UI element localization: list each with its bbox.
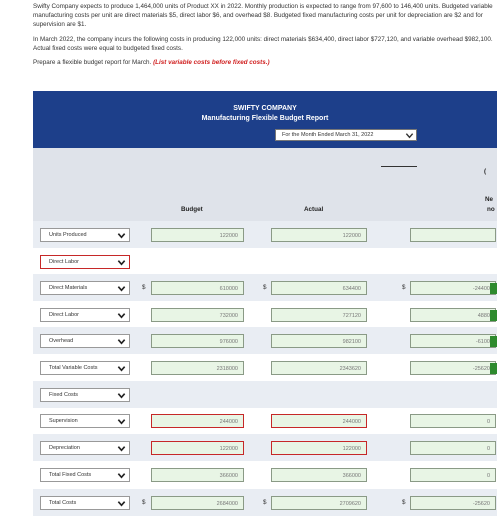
actual-dollar-sign: $	[263, 284, 267, 291]
budget-input[interactable]: 366000	[151, 468, 244, 482]
problem-statement	[33, 2, 495, 72]
actual-dollar-sign: $	[263, 499, 267, 506]
row-label-select[interactable]	[40, 388, 130, 402]
row-label-value: Direct Labor	[49, 259, 79, 265]
chevron-down-icon	[117, 337, 126, 346]
favorable-indicator-select[interactable]	[490, 336, 497, 347]
difference-input[interactable]: 0	[410, 468, 496, 482]
period-value: For the Month Ended March 31, 2022	[282, 132, 374, 138]
actual-input[interactable]: 634400	[271, 281, 367, 295]
instruction-note: (List variable costs before fixed costs.)	[153, 59, 270, 67]
report-banner	[33, 91, 497, 148]
difference-dollar-sign: $	[402, 284, 406, 291]
row-label-select[interactable]	[40, 414, 130, 428]
intro-paragraph-2: In March 2022, the company incurs the following costs in producing 122,000 units: direct materials $634,400, direct labor $727,120, and variable overhead $982,100. Actual fixed costs were equal to budgeted fixed costs.	[33, 35, 493, 52]
actual-column-header: Actual	[304, 206, 324, 213]
row-label-value: Depreciation	[49, 445, 80, 451]
budget-input[interactable]: 732000	[151, 308, 244, 322]
row-label-select[interactable]	[40, 255, 130, 269]
chevron-down-icon	[117, 417, 126, 426]
chevron-down-icon	[117, 499, 126, 508]
budget-dollar-sign: $	[142, 499, 146, 506]
budget-input[interactable]: 2318000	[151, 361, 244, 375]
row-label-value: Units Produced	[49, 232, 87, 238]
row-label-select[interactable]	[40, 441, 130, 455]
chevron-down-icon	[117, 284, 126, 293]
favorable-indicator-select[interactable]	[490, 363, 497, 374]
chevron-down-icon	[117, 311, 126, 320]
row-label-select[interactable]	[40, 281, 130, 295]
actual-input[interactable]: 727120	[271, 308, 367, 322]
column-header-area	[33, 148, 497, 222]
difference-input[interactable]: -24400	[410, 281, 496, 295]
difference-header-rule	[381, 166, 417, 167]
company-name: SWIFTY COMPANY	[233, 105, 297, 112]
budget-input[interactable]: 122000	[151, 228, 244, 242]
period-select[interactable]	[275, 129, 417, 141]
row-label-value: Total Fixed Costs	[49, 472, 92, 478]
intro-paragraph-1: Swifty Company expects to produce 1,464,000 units of Product XX in 2022. Monthly production is expected to range from 97,600 to 146,400 units. Budgeted variable manufacturing costs per unit are direct materials $5, direct labor $6, and overhead $8. Budgeted fixed manufacturing costs per unit for depreciation are $2 and for supervision are $1.	[33, 3, 493, 29]
difference-header-line2: no	[487, 206, 495, 213]
budget-dollar-sign: $	[142, 284, 146, 291]
row-label-value: Total Variable Costs	[49, 365, 98, 371]
chevron-down-icon	[405, 131, 414, 140]
chevron-down-icon	[117, 444, 126, 453]
actual-input[interactable]: 2343620	[271, 361, 367, 375]
difference-input[interactable]: -25620	[410, 496, 496, 510]
budget-input[interactable]: 2684000	[151, 496, 244, 510]
row-label-select[interactable]	[40, 228, 130, 242]
actual-input[interactable]: 122000	[271, 228, 367, 242]
task-text: Prepare a flexible budget report for March.	[33, 59, 152, 67]
difference-input[interactable]: 4880	[410, 308, 496, 322]
difference-input[interactable]: -25620	[410, 361, 496, 375]
difference-dollar-sign: $	[402, 499, 406, 506]
difference-header-fragment: (	[484, 168, 487, 175]
row-label-value: Supervision	[49, 418, 78, 424]
favorable-indicator-select[interactable]	[490, 283, 497, 294]
difference-input[interactable]	[410, 228, 496, 242]
chevron-down-icon	[117, 258, 126, 267]
difference-input[interactable]: -6100	[410, 334, 496, 348]
row-label-value: Direct Materials	[49, 285, 88, 291]
row-label-value: Fixed Costs	[49, 392, 79, 398]
row-label-select[interactable]	[40, 496, 130, 510]
difference-input[interactable]: 0	[410, 441, 496, 455]
chevron-down-icon	[117, 231, 126, 240]
difference-header-line1: Ne	[485, 196, 494, 203]
row-label-value: Direct Labor	[49, 312, 79, 318]
report-title: Manufacturing Flexible Budget Report	[201, 115, 329, 122]
budget-input[interactable]: 244000	[151, 414, 244, 428]
actual-input[interactable]: 982100	[271, 334, 367, 348]
row-label-value: Overhead	[49, 338, 74, 344]
favorable-indicator-select[interactable]	[490, 310, 497, 321]
actual-input[interactable]: 366000	[271, 468, 367, 482]
intro-paragraph-3	[33, 58, 495, 67]
row-label-select[interactable]	[40, 334, 130, 348]
difference-input[interactable]: 0	[410, 414, 496, 428]
chevron-down-icon	[117, 364, 126, 373]
chevron-down-icon	[117, 391, 126, 400]
budget-input[interactable]: 122000	[151, 441, 244, 455]
row-label-select[interactable]	[40, 308, 130, 322]
budget-input[interactable]: 976000	[151, 334, 244, 348]
row-label-select[interactable]	[40, 468, 130, 482]
actual-input[interactable]: 244000	[271, 414, 367, 428]
actual-input[interactable]: 2709620	[271, 496, 367, 510]
row-label-value: Total Costs	[49, 500, 77, 506]
row-label-select[interactable]	[40, 361, 130, 375]
chevron-down-icon	[117, 471, 126, 480]
budget-column-header: Budget	[181, 206, 203, 213]
actual-input[interactable]: 122000	[271, 441, 367, 455]
budget-input[interactable]: 610000	[151, 281, 244, 295]
